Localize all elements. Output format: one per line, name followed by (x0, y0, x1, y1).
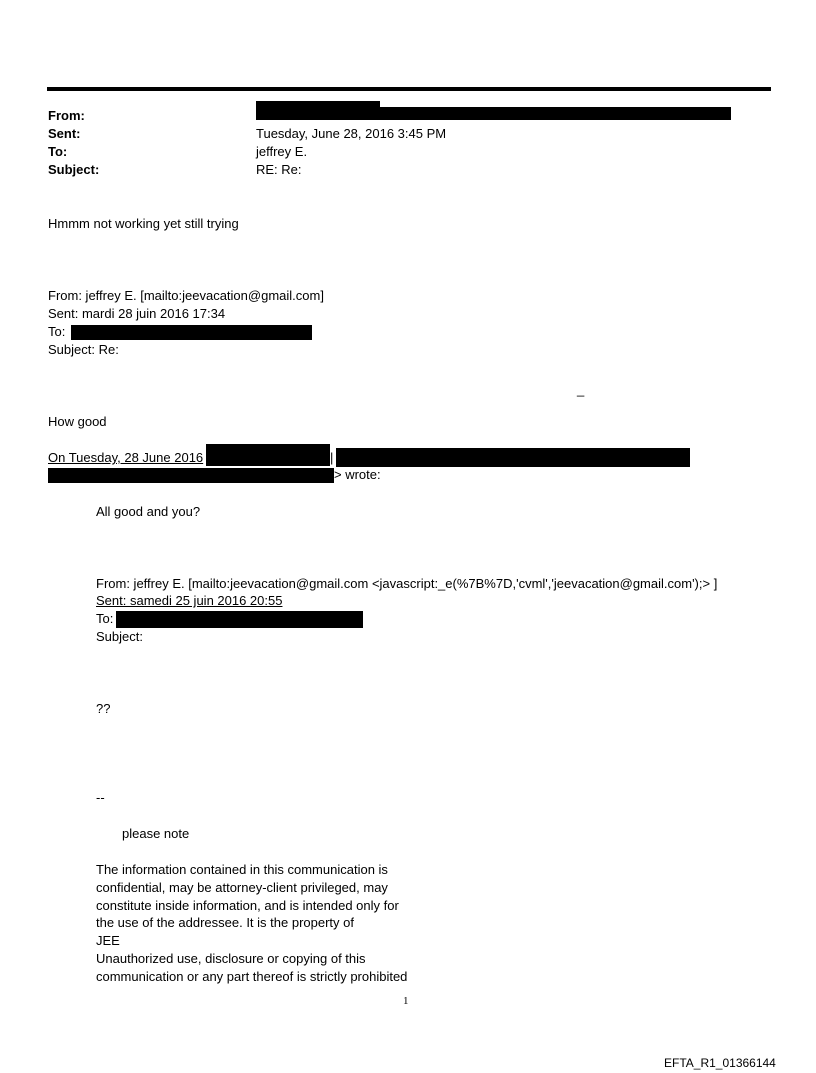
disclaimer-line: the use of the addressee. It is the property of (96, 915, 354, 930)
from-label: From: (48, 108, 85, 123)
header-rule (47, 87, 771, 91)
quoted2-sent: Sent: samedi 25 juin 2016 20:55 (96, 593, 283, 608)
quoted1-subject: Subject: Re: (48, 342, 119, 357)
page-number: 1 (403, 995, 409, 1007)
quoted1-pipe: | (330, 450, 334, 465)
to-label: To: (48, 144, 68, 159)
quoted1-wrote: > wrote: (334, 467, 381, 482)
quoted1-on-line: On Tuesday, 28 June 2016 (48, 450, 204, 465)
subject-value: RE: Re: (256, 162, 302, 177)
to-value: jeffrey E. (256, 144, 308, 159)
quoted2-subject: Subject: (96, 629, 143, 644)
signature-dash: -- (96, 790, 105, 805)
reply-body: Hmmm not working yet still trying (48, 216, 239, 231)
please-note: please note (122, 826, 190, 841)
redaction-on-line-1 (206, 444, 330, 466)
quoted1-sent: Sent: mardi 28 juin 2016 17:34 (48, 306, 226, 321)
quoted2-question-marks: ?? (96, 701, 111, 716)
quoted1-body: How good (48, 414, 107, 429)
quoted1-dash: _ (577, 382, 585, 397)
sent-label: Sent: (48, 126, 81, 141)
subject-label: Subject: (48, 162, 100, 177)
disclaimer-line: JEE (96, 933, 120, 948)
redaction-wrote-line (48, 468, 334, 483)
redaction-from-2 (256, 107, 731, 120)
disclaimer-line: The information contained in this communication is (96, 862, 388, 877)
quoted2-to: To: (96, 611, 114, 626)
redaction-on-line-2 (336, 448, 690, 467)
quoted2-body: All good and you? (96, 504, 201, 519)
disclaimer-line: confidential, may be attorney-client privileged, may (96, 880, 388, 895)
redaction-quoted1-to (71, 325, 312, 340)
quoted2-from: From: jeffrey E. [mailto:jeevacation@gmail.com <javascript:_e(%7B%7D,'cvml','jeevacation@gmail.com');> ] (96, 576, 718, 591)
quoted1-to: To: (48, 324, 66, 339)
sent-value: Tuesday, June 28, 2016 3:45 PM (256, 126, 447, 141)
disclaimer-line: Unauthorized use, disclosure or copying of this (96, 951, 366, 966)
disclaimer-line: constitute inside information, and is intended only for (96, 898, 399, 913)
disclaimer-line: communication or any part thereof is strictly prohibited (96, 969, 408, 984)
redaction-quoted2-to (116, 611, 363, 628)
footer-document-id: EFTA_R1_01366144 (664, 1056, 776, 1070)
quoted1-from: From: jeffrey E. [mailto:jeevacation@gmail.com] (48, 288, 324, 303)
